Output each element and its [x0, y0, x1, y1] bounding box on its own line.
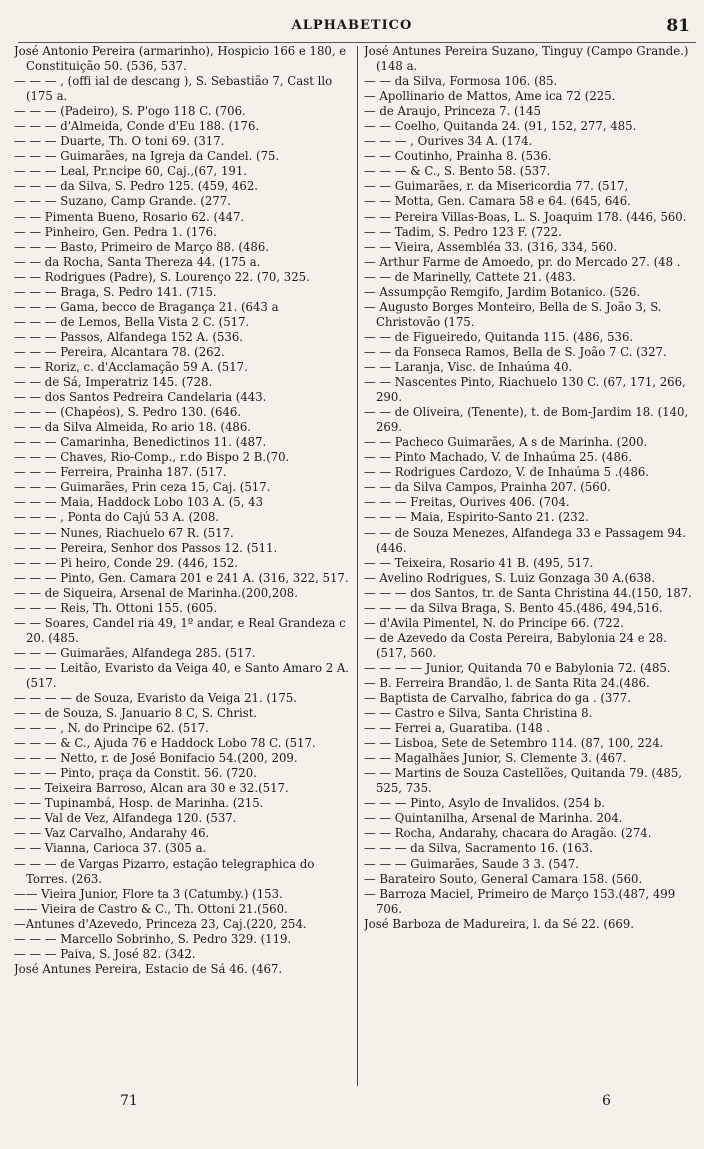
- directory-entry: — — de Souza, S. Januario 8 C, S. Christ.: [14, 706, 258, 721]
- directory-entry: — — — dos Santos, tr. de Santa Christina 44.(150, 187.: [364, 585, 692, 600]
- directory-entry: — — — Maia, Espirito-Santo 21. (232.: [364, 510, 589, 525]
- directory-entry: — — — Guimarães, Saude 3 3. (547.: [364, 856, 579, 871]
- directory-entry: — — Pereira Villas-Boas, L. S. Joaquim 178. (446, 560.: [364, 209, 687, 224]
- directory-entry: — — — Duarte, Th. O toni 69. (317.: [14, 134, 225, 149]
- directory-entry: José Antunes Pereira Suzano, Tinguy (Campo Grande.) (148 a.: [364, 44, 689, 74]
- directory-entry: — — Vieira, Assembléa 33. (316, 334, 560.: [364, 239, 618, 254]
- directory-entry: — — da Silva Campos, Prainha 207. (560.: [364, 480, 611, 495]
- directory-entry: — — — (Chapéos), S. Pedro 130. (646.: [14, 405, 242, 420]
- directory-entry: — — Ferrei a, Guaratiba. (148 .: [364, 721, 551, 736]
- directory-entry: — — — , N. do Principe 62. (517.: [14, 721, 209, 736]
- directory-entry: — — — Camarinha, Benedictinos 11. (487.: [14, 435, 267, 450]
- signature-mark-right: 6: [602, 1093, 611, 1109]
- directory-entry: — Avelino Rodrigues, S. Luiz Gonzaga 30 A.(638.: [364, 570, 656, 585]
- directory-entry: — — Pimenta Bueno, Rosario 62. (447.: [14, 209, 245, 224]
- directory-entry: — — — Pinto, Asylo de Invalidos. (254 b.: [364, 796, 606, 811]
- page-number: 81: [666, 16, 690, 36]
- directory-entry: — — — Guimarães, Prin ceza 15, Caj. (517.: [14, 480, 271, 495]
- directory-entry: — — Nascentes Pinto, Riachuelo 130 C. (67, 171, 266, 290.: [364, 375, 686, 405]
- directory-entry: — — da Fonseca Ramos, Bella de S. João 7 C. (327.: [364, 344, 667, 359]
- directory-entry: José Antunes Pereira, Estacio de Sá 46. (467.: [14, 961, 283, 976]
- directory-entry: — — — , Ourives 34 A. (174.: [364, 134, 533, 149]
- directory-entry: — — — d'Almeida, Conde d'Eu 188. (176.: [14, 119, 260, 134]
- directory-entry: — — — Guimarães, Alfandega 285. (517.: [14, 645, 256, 660]
- directory-entry: — de Araujo, Princeza 7. (145: [364, 104, 541, 119]
- directory-entry: — — Coutinho, Prainha 8. (536.: [364, 149, 552, 164]
- directory-entry: — — Teixeira Barroso, Alcan ara 30 e 32.(517.: [14, 781, 289, 796]
- directory-entry: — — — — de Souza, Evaristo da Veiga 21. (175.: [14, 691, 297, 706]
- directory-entry: — — da Rocha, Santa Thereza 44. (175 a.: [14, 254, 261, 269]
- directory-entry: — — Rodrigues Cardozo, V. de Inhaúma 5 .(486.: [364, 465, 650, 480]
- directory-entry: — — — Reis, Th. Ottoni 155. (605.: [14, 600, 218, 615]
- directory-entry: — — Magalhães Junior, S. Clemente 3. (467.: [364, 751, 627, 766]
- directory-entry: — — — Paiva, S. José 82. (342.: [14, 946, 196, 961]
- directory-entry: — — — de Vargas Pizarro, estação telegraphica do Torres. (263.: [14, 856, 315, 886]
- directory-entry: — — Rocha, Andarahy, chacara do Aragão. (274.: [364, 826, 652, 841]
- directory-entry: — — — Chaves, Rio-Comp., r.do Bispo 2 B.(70.: [14, 450, 290, 465]
- directory-entry: — — Rodrigues (Padre), S. Lourenço 22. (70, 325.: [14, 269, 310, 284]
- directory-entry: — — de Souza Menezes, Alfandega 33 e Passagem 94. (446.: [364, 525, 686, 555]
- directory-entry: — — da Silva Almeida, Ro ario 18. (486.: [14, 420, 252, 435]
- directory-entry: — Barateiro Souto, General Camara 158. (560.: [364, 871, 643, 886]
- directory-entry: — — — Leitão, Evaristo da Veiga 40, e Santo Amaro 2 A. (517.: [14, 660, 349, 690]
- directory-entry: — — dos Santos Pedreira Candelaria (443.: [14, 390, 267, 405]
- directory-entry: — — Tadim, S. Pedro 123 F. (722.: [364, 224, 562, 239]
- directory-entry: — — Pacheco Guimarães, A s de Marinha. (200.: [364, 435, 648, 450]
- directory-entry: — — Vaz Carvalho, Andarahy 46.: [14, 826, 210, 841]
- directory-entry: — — Vianna, Carioca 37. (305 a.: [14, 841, 207, 856]
- directory-entry: — — — Gama, becco de Bragança 21. (643 a: [14, 299, 279, 314]
- directory-entry: — — — da Silva, Sacramento 16. (163.: [364, 841, 593, 856]
- directory-entry: — — — Suzano, Camp Grande. (277.: [14, 194, 231, 209]
- directory-entry: — — — Freitas, Ourives 406. (704.: [364, 495, 570, 510]
- directory-entry: — — Quintanilha, Arsenal de Marinha. 204.: [364, 811, 623, 826]
- directory-entry: — — Val de Vez, Alfandega 120. (537.: [14, 811, 237, 826]
- directory-entry: — — Castro e Silva, Santa Christina 8.: [364, 706, 593, 721]
- directory-entry: — — — Basto, Primeiro de Março 88. (486.: [14, 239, 270, 254]
- directory-entry: — — Pinto Machado, V. de Inhaúma 25. (486.: [364, 450, 633, 465]
- directory-entry: — — de Figueiredo, Quitanda 115. (486, 536.: [364, 329, 634, 344]
- directory-entry: — — Guimarães, r. da Misericordia 77. (517,: [364, 179, 629, 194]
- directory-entry: — — — Pinto, praça da Constit. 56. (720.: [14, 766, 257, 781]
- directory-entry: — — — Netto, r. de José Bonifacio 54.(200, 209.: [14, 751, 298, 766]
- directory-entry: — — de Siqueira, Arsenal de Marinha.(200,208.: [14, 585, 298, 600]
- directory-entry: — Assumpção Remgifo, Jardim Botanico. (526.: [364, 284, 641, 299]
- directory-entry: José Antonio Pereira (armarinho), Hospicio 166 e 180, e Constituição 50. (536, 537.: [14, 44, 347, 74]
- directory-entry: — d'Avila Pimentel, N. do Principe 66. (722.: [364, 615, 624, 630]
- directory-entry: — — — Guimarães, na Igreja da Candel. (75.: [14, 149, 280, 164]
- page-header: [0, 14, 704, 40]
- directory-entry: — — — (Padeiro), S. P'ogo 118 C. (706.: [14, 104, 246, 119]
- directory-entry: — — — Pereira, Senhor dos Passos 12. (511.: [14, 540, 278, 555]
- directory-entry: — de Azevedo da Costa Pereira, Babylonia 24 e 28. (517, 560.: [364, 630, 667, 660]
- directory-entry: — — Motta, Gen. Camara 58 e 64. (645, 646.: [364, 194, 631, 209]
- directory-entry: — Augusto Borges Monteiro, Bella de S. João 3, S. Christovão (175.: [364, 299, 662, 329]
- directory-entry: — — — Maia, Haddock Lobo 103 A. (5, 43: [14, 495, 264, 510]
- directory-entry: — — — Pinto, Gen. Camara 201 e 241 A. (316, 322, 517.: [14, 570, 349, 585]
- directory-entry: — — Martins de Souza Castellões, Quitanda 79. (485, 525, 735.: [364, 766, 682, 796]
- directory-entry: — — — da Silva, S. Pedro 125. (459, 462.: [14, 179, 259, 194]
- directory-entry: —— Vieira Junior, Flore ta 3 (Catumby.) (153.: [14, 886, 283, 901]
- directory-entry: — — — Marcello Sobrinho, S. Pedro 329. (119.: [14, 931, 292, 946]
- directory-entry: — Barroza Maciel, Primeiro de Março 153.(487, 499 706.: [364, 886, 676, 916]
- directory-entry: — — — Nunes, Riachuelo 67 R. (517.: [14, 525, 234, 540]
- directory-entry: —Antunes d'Azevedo, Princeza 23, Caj.(220, 254.: [14, 916, 307, 931]
- directory-entry: — — Laranja, Visc. de Inhaúma 40.: [364, 359, 573, 374]
- directory-entry: — — de Marinelly, Cattete 21. (483.: [364, 269, 577, 284]
- directory-entry: — — Teixeira, Rosario 41 B. (495, 517.: [364, 555, 594, 570]
- directory-entry: — — — & C., Ajuda 76 e Haddock Lobo 78 C. (517.: [14, 736, 316, 751]
- directory-entry: — — Soares, Candel ria 49, 1º andar, e Real Grandeza c 20. (485.: [14, 615, 346, 645]
- directory-entry: — Baptista de Carvalho, fabrica do ga . (377.: [364, 691, 631, 706]
- column-divider: [357, 46, 358, 1086]
- right-column: [364, 44, 700, 1084]
- directory-entry: — — — Passos, Alfandega 152 A. (536.: [14, 329, 244, 344]
- directory-entry: — — — Pi heiro, Conde 29. (446, 152.: [14, 555, 239, 570]
- directory-entry: — — — Leal, Pr.ncipe 60, Caj.,(67, 191.: [14, 164, 247, 179]
- directory-entry: José Barboza de Madureira, l. da Sé 22. (669.: [364, 916, 634, 931]
- directory-entry: — — de Oliveira, (Tenente), t. de Bom-Jardim 18. (140, 269.: [364, 405, 689, 435]
- page-title: ALPHABETICO: [291, 18, 413, 33]
- directory-entry: — — — — Junior, Quitanda 70 e Babylonia 72. (485.: [364, 660, 671, 675]
- directory-entry: — — — da Silva Braga, S. Bento 45.(486, 494,516.: [364, 600, 663, 615]
- directory-entry: — — — , (offi ial de descang ), S. Sebastião 7, Cast llo (175 a.: [14, 74, 333, 104]
- directory-entry: — — — de Lemos, Bella Vista 2 C. (517.: [14, 314, 250, 329]
- directory-entry: — Arthur Farme de Amoedo, pr. do Mercado 27. (48 .: [364, 254, 681, 269]
- directory-entry: — — de Sá, Imperatriz 145. (728.: [14, 375, 213, 390]
- directory-entry: — — Pinheiro, Gen. Pedra 1. (176.: [14, 224, 217, 239]
- directory-entry: — — Coelho, Quitanda 24. (91, 152, 277, 485.: [364, 119, 637, 134]
- directory-entry: —— Vieira de Castro & C., Th. Ottoni 21.(560.: [14, 901, 288, 916]
- directory-entry: — Apollinario de Mattos, Ame ica 72 (225.: [364, 89, 616, 104]
- directory-entry: — — — & C., S. Bento 58. (537.: [364, 164, 551, 179]
- directory-entry: — — da Silva, Formosa 106. (85.: [364, 74, 558, 89]
- header-rule: [18, 42, 696, 43]
- directory-entry: — — Roriz, c. d'Acclamação 59 A. (517.: [14, 359, 248, 374]
- directory-entry: — B. Ferreira Brandão, l. de Santa Rita 24.(486.: [364, 675, 650, 690]
- signature-mark-left: 71: [120, 1093, 138, 1109]
- directory-entry: — — — , Ponta do Cajú 53 A. (208.: [14, 510, 220, 525]
- directory-entry: — — — Ferreira, Prainha 187. (517.: [14, 465, 227, 480]
- directory-entry: — — — Braga, S. Pedro 141. (715.: [14, 284, 217, 299]
- directory-entry: — — Lisboa, Sete de Setembro 114. (87, 100, 224.: [364, 736, 664, 751]
- directory-entry: — — Tupinambá, Hosp. de Marinha. (215.: [14, 796, 264, 811]
- directory-entry: — — — Pereira, Alcantara 78. (262.: [14, 344, 225, 359]
- left-column: [14, 44, 356, 1084]
